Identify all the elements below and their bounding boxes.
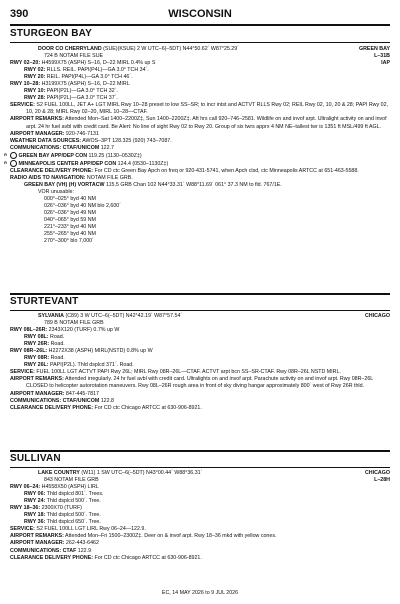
entry-text: For CD ctc Chicago ARTCC at 630-906-8921.: [93, 554, 202, 561]
entry-text: H3199X75 (ASPH) S–16, D–22 MIRL: [40, 81, 130, 88]
entry-label: RWY 26L:: [24, 362, 49, 369]
entry-text: PAPI(P2L)—GA 3.0° TCH 37´.: [45, 95, 118, 102]
page-number: 390: [10, 8, 29, 20]
chart-refs: [365, 470, 390, 484]
city-rule: [10, 42, 390, 43]
approach-freq: 124.4 (0530–1130Z‡): [116, 160, 169, 167]
entry-line: [10, 60, 390, 67]
approach-label: MINNEAPOLIS CENTER APP/DEP CON: [18, 160, 117, 167]
entry-label: AIRPORT REMARKS:: [10, 116, 64, 123]
header-rule: [10, 24, 390, 26]
entry-line: [10, 95, 390, 102]
airport-entry-sylvania: [10, 313, 390, 412]
entry-line: [10, 327, 390, 334]
entry-line: [10, 512, 390, 519]
radio-aids-label: RADIO AIDS TO NAVIGATION:: [10, 174, 86, 181]
entry-line: [10, 398, 390, 405]
entry-label: RWY 08R–26L:: [10, 348, 48, 355]
entry-text: 262-443-6462: [64, 540, 99, 547]
entry-line: [10, 116, 390, 130]
entry-line: [10, 74, 390, 81]
chart-ref: L–28H: [374, 477, 390, 484]
entry-text: S2 FUEL 100LL LGT LIRL Rwy 06–24—122.9.: [34, 526, 146, 533]
elevation-notam: 789 B NOTAM FILE GRB: [44, 320, 104, 327]
entry-label: CLEARANCE DELIVERY PHONE:: [10, 554, 93, 561]
entry-line: [10, 348, 390, 355]
entry-line: [10, 498, 390, 505]
chart-refs: [359, 46, 390, 67]
entry-line: [10, 88, 390, 95]
entry-label: WEATHER DATA SOURCES:: [10, 137, 82, 144]
entry-text: FUEL 100LL LGT ACTVT PAPI Rwy 26L; MIRL Rwy 08R–26L—CTAF. ACTVT arpt bcn SS–SR-CTAF. Rwy 08R–26L NSTD MIRL.: [34, 369, 341, 376]
radio-aids-text: NOTAM FILE GRB.: [85, 174, 133, 181]
vor-unusable-label: VOR unusable:: [38, 188, 74, 195]
entry-line: [10, 405, 390, 412]
entry-line: [10, 376, 390, 390]
entry-text: 920-746-7131: [64, 130, 99, 137]
entry-text: Attended Mon–Fri 1500–2300Z‡. Deer on & invof arpt. Rwy 18–36 mkd with yellow cones.: [63, 533, 277, 540]
entry-label: AIRPORT MANAGER:: [10, 390, 65, 397]
city-sturgeon-bay: STURGEON BAY: [10, 28, 93, 39]
airport-entry-lake-country: [10, 470, 390, 562]
entry-text: For CD ctc Chicago ARTCC at 630-906-8921.: [93, 404, 202, 411]
entry-line: [10, 548, 390, 555]
entry-line: [10, 555, 390, 562]
entry-label: SERVICE:: [10, 526, 35, 533]
entry-label: RWY 08L–26R:: [10, 327, 48, 334]
vor-unusable-item: 000°–025° byd 40 NM: [44, 195, 96, 202]
entry-line: [10, 491, 390, 498]
circled-R-icon: R: [10, 152, 17, 159]
city-rule: [10, 310, 390, 311]
entry-label: COMMUNICATIONS: CTAF/UNICOM: [10, 397, 100, 404]
entry-label: RWY 08R:: [24, 355, 50, 362]
entry-line: [10, 540, 390, 547]
entry-label: RWY 08L:: [24, 334, 49, 341]
entry-line: [10, 138, 390, 145]
chart-ref: CHICAGO: [364, 313, 390, 319]
entry-line: [10, 341, 390, 348]
entry-text: Road.: [48, 334, 65, 341]
entry-line: [10, 505, 390, 512]
chart-refs: [365, 313, 390, 320]
entry-line: [10, 519, 390, 526]
entry-line: [10, 334, 390, 341]
entry-label: COMMUNICATIONS: CTAF/UNICOM: [10, 144, 100, 151]
airport-name: LAKE COUNTRY: [38, 470, 80, 476]
entry-label: RWY 18–36:: [10, 505, 41, 512]
vor-unusable-item: 040°–065° byd 59 NM: [44, 216, 96, 223]
entry-label: SERVICE:: [10, 369, 35, 376]
entry-label: AIRPORT REMARKS:: [10, 533, 64, 540]
entry-label: AIRPORT MANAGER:: [10, 540, 65, 547]
entry-label: RWY 10–28:: [10, 81, 41, 88]
entry-text: 847-445-7817: [64, 390, 99, 397]
chart-ref: IAP: [381, 60, 390, 67]
chart-ref: CHICAGO: [364, 470, 390, 476]
entry-label: RWY 28:: [24, 95, 46, 102]
entry-label: RWY 10:: [24, 88, 46, 95]
approach-freq: 119.25 (1130–0530Z‡): [87, 152, 142, 159]
state-title: WISCONSIN: [168, 8, 232, 20]
city-sturtevant: STURTEVANT: [10, 296, 79, 307]
entry-text: Road.: [49, 355, 65, 362]
elevation-notam: 724 B NOTAM FILE SUE: [44, 53, 104, 60]
airport-info: (C89) 3 W UTC–6(–5DT) N42°42.19´ W87°57.54´: [64, 313, 183, 319]
entry-text: Thld dsplcd 801´. Trees.: [45, 491, 104, 498]
entry-line: [10, 533, 390, 540]
page-header: [10, 6, 390, 24]
chart-ref: L–31B: [374, 53, 390, 60]
vor-unusable-item: 026°–036° byd 49 NM: [44, 209, 96, 216]
entry-text: RLLS. REIL. PAPI(P4L)—GA 3.0° TCH 34´.: [45, 67, 149, 74]
entry-label: SERVICE:: [10, 102, 35, 109]
entry-text: H4558X50 (ASPH) LIRL: [40, 484, 99, 491]
entry-label: RWY 20:: [24, 74, 46, 81]
entry-label: RWY 36:: [24, 519, 46, 526]
entry-line: [10, 81, 390, 88]
entry-text: Thld dsplcd 500´. Tree.: [45, 498, 101, 505]
city-rule: [10, 467, 390, 468]
section-rule: [10, 450, 390, 452]
entry-line: [10, 484, 390, 491]
entry-text: 122.9: [76, 547, 92, 554]
entry-label: RWY 02:: [24, 67, 46, 74]
entry-text: PAPI(P2L). Thld dsplcd 371´. Road.: [48, 362, 134, 369]
entry-text: H4599X75 (ASPH) S–16, D–22 MIRL 0.4% up S: [40, 60, 156, 67]
page-footer: EC, 14 MAY 2026 to 9 JUL 2026: [161, 590, 239, 596]
entry-label: COMMUNICATIONS: CTAF: [10, 547, 77, 554]
entry-label: RWY 26R:: [24, 341, 50, 348]
entry-line: [10, 67, 390, 74]
entry-label: RWY 24:: [24, 498, 46, 505]
entry-text: Thld dsplcd 650´. Tree.: [45, 519, 101, 526]
chart-ref: GREEN BAY: [358, 46, 390, 52]
entry-line: [10, 369, 390, 376]
entry-text: 122.8: [99, 397, 114, 404]
entry-label: CLEARANCE DELIVERY PHONE:: [10, 404, 93, 411]
entry-line: [10, 355, 390, 362]
section-rule: [10, 293, 390, 295]
entry-text: Attended irregularly. 24 hr fuel avbl with credit card. Ultralights on and invof arpt. Parachute activity on and invof arpt. Rwy 08R–26L CLOSED to helicopter autorotation maneuvers. Rwy 08L–26R rough area in front of sky diving hangar approximately 800´ west of Rwy 26R thld.: [26, 376, 374, 390]
vor-unusable-item: 270°–300° blo 7,000´: [44, 238, 94, 245]
entry-text: 2300X70 (TURF): [40, 505, 82, 512]
entry-text: H2272X38 (ASPH) MIRL(NSTD) 0.8% up W: [47, 348, 153, 355]
entry-line: [10, 526, 390, 533]
entry-text: Attended Mon–Sat 1400–2200Z‡, Sun 1400–2200Z‡. Aft hrs call 920–746–2581. Wildlife on and invof arpt. Ultralight activity on and invof arpt. 24 hr fuel avbl with credit card. Be Alert: No line of sight Rwy 02 to Rwy 20. Group of six twrs apprx 4 NM NE–tallest twr is 1351 ft MSL/499 ft AGL.: [26, 116, 387, 130]
entry-text: PAPI(P2L)—GA 3.0° TCH 32´.: [45, 88, 118, 95]
vor-unusable-item: 221°–233° byd 40 NM: [44, 223, 96, 230]
vor-unusable-item: 026°–036° byd 40 NM blo 2,600´: [44, 202, 121, 209]
entry-label: RWY 06–24:: [10, 484, 41, 491]
circled-R-icon: R: [10, 160, 17, 167]
vor-unusable-item: 255°–265° byd 40 NM: [44, 231, 96, 238]
entry-line: [10, 362, 390, 369]
airport-name: DOOR CO CHERRYLAND: [38, 46, 102, 52]
elevation-notam: 843 NOTAM FILE GRB: [44, 477, 99, 484]
airport-name: SYLVANIA: [38, 313, 64, 319]
entry-text: AWOS–3PT 128.325 (920) 743–7087.: [81, 137, 172, 144]
entry-label: AIRPORT MANAGER:: [10, 130, 65, 137]
airport-info: (W11) 1 SW UTC–6(–5DT) N43°00.44´ W88°36.31´: [79, 470, 203, 476]
entry-text: 2343X120 (TURF) 0.7% up W: [47, 327, 120, 334]
clearance-label: CLEARANCE DELIVERY PHONE:: [10, 167, 93, 174]
entry-text: REIL. PAPI(P4L)—GA 3.0° TCH 46´.: [45, 74, 133, 81]
entry-text: Road.: [49, 341, 65, 348]
airport-entry-door-co-cherryland: [4, 46, 390, 245]
entry-line: [10, 145, 390, 152]
clearance-text: For CD ctc Green Bay Apch on freq or 920-431-5741, when Apch clsd, ctc Minneapolis ARTCC at 651-463-5588.: [93, 167, 359, 174]
entry-text: Thld dsplcd 500´. Tree.: [45, 512, 101, 519]
entry-label: RWY 18:: [24, 512, 46, 519]
entry-line: [10, 131, 390, 138]
entry-line: [10, 102, 390, 116]
entry-line: [10, 391, 390, 398]
approach-label: GREEN BAY APP/DEP CON: [18, 152, 88, 159]
airport-info: (SUE)(KSUE) 2 W UTC–6(–5DT) N44°50.62´ W87°25.29´: [101, 46, 239, 52]
entry-text: S2 FUEL 100LL, JET A+ LGT MIRL Rwy 10–28 preset to low SS–SR; to incr intst and ACTVT RLLS Rwy 02; REIL Rwy 02, 10, 20 & 28; PAPI Rwy 02, 10, 20 & 28; MIRL Rwy 02–20, MIRL 10–28—CTAF.: [26, 102, 388, 116]
entry-label: RWY 06:: [24, 491, 46, 498]
vortac-label: GREEN BAY (VH) (H) VORTACW: [24, 181, 105, 188]
entry-label: RWY 02–20:: [10, 60, 41, 67]
city-sullivan: SULLIVAN: [10, 453, 61, 464]
entry-label: AIRPORT REMARKS:: [10, 376, 64, 383]
entry-text: 122.7: [99, 144, 114, 151]
vortac-text: 115.5 GRB Chan 102 N44°33.31´ W88°11.69´ 061° 37.3 NM to fld. 767/1E.: [104, 181, 282, 188]
